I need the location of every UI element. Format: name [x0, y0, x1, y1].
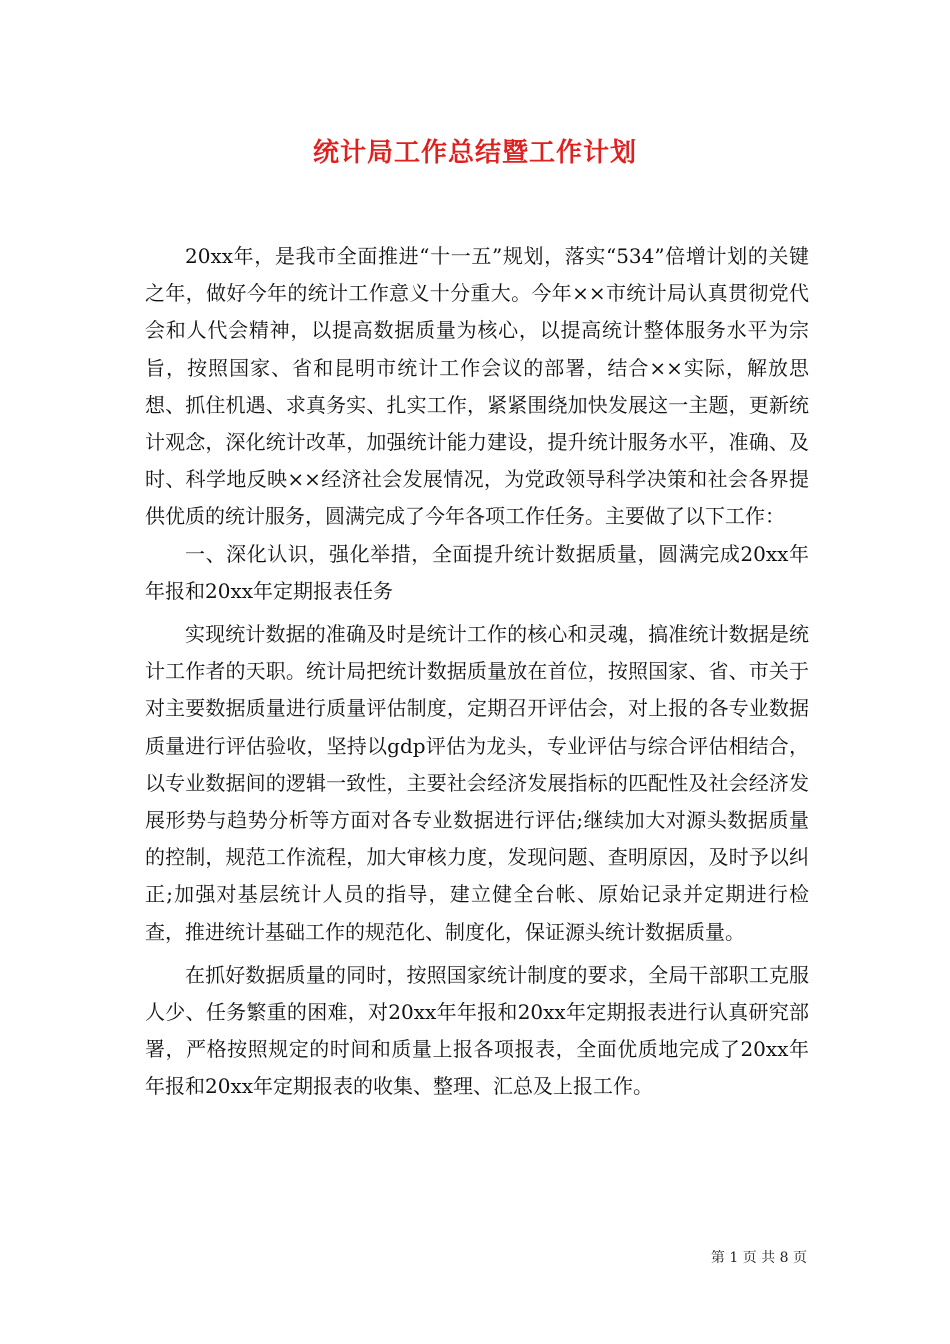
document-title: 统计局工作总结暨工作计划 [312, 138, 637, 168]
paragraph-annual-report: 在抓好数据质量的同时，按照国家统计制度的要求，全局干部职工克服人少、任务繁重的困难，对20xx年年报和20xx年定期报表进行认真研究部署，严格按照规定的时间和质量上报各项报表，全面优质地完成了20xx年年报和20xx年定期报表的收集、整理、汇总及上报工作。 [145, 962, 809, 1099]
page-number: 第 1 页 共 8 页 [710, 1250, 807, 1266]
paragraph-intro: 20xx年，是我市全面推进“十一五”规划，落实“534”倍增计划的关键之年，做好今年的统计工作意义十分重大。今年××市统计局认真贯彻党代会和人代会精神，以提高数据质量为核心，以提高统计整体服务水平为宗旨，按照国家、省和昆明市统计工作会议的部署，结合××实际，解放思想、抓住机遇、求真务实、扎实工作，紧紧围绕加快发展这一主题，更新统计观念，深化统计改革，加强统计能力建设，提升统计服务水平，准确、及时、科学地反映××经济社会发展情况，为党政领导科学决策和社会各界提供优质的统计服务，圆满完成了今年各项工作任务。主要做了以下工作： [145, 244, 809, 529]
paragraph-data-quality: 实现统计数据的准确及时是统计工作的核心和灵魂，搞准统计数据是统计工作者的天职。统计局把统计数据质量放在首位，按照国家、省、市关于对主要数据质量进行质量评估制度，定期召开评估会，对上报的各专业数据质量进行评估验收，坚持以gdp评估为龙头，专业评估与综合评估相结合，以专业数据间的逻辑一致性，主要社会经济发展指标的匹配性及社会经济发展形势与趋势分析等方面对各专业数据进行评估;继续加大对源头数据质量的控制，规范工作流程，加大审核力度，发现问题、查明原因，及时予以纠正;加强对基层统计人员的指导，建立健全台帐、原始记录并定期进行检查，推进统计基础工作的规范化、制度化，保证源头统计数据质量。 [145, 622, 809, 944]
document-body [145, 238, 809, 1106]
section-heading-1: 一、深化认识，强化举措，全面提升统计数据质量，圆满完成20xx年年报和20xx年定期报表任务 [145, 541, 809, 603]
